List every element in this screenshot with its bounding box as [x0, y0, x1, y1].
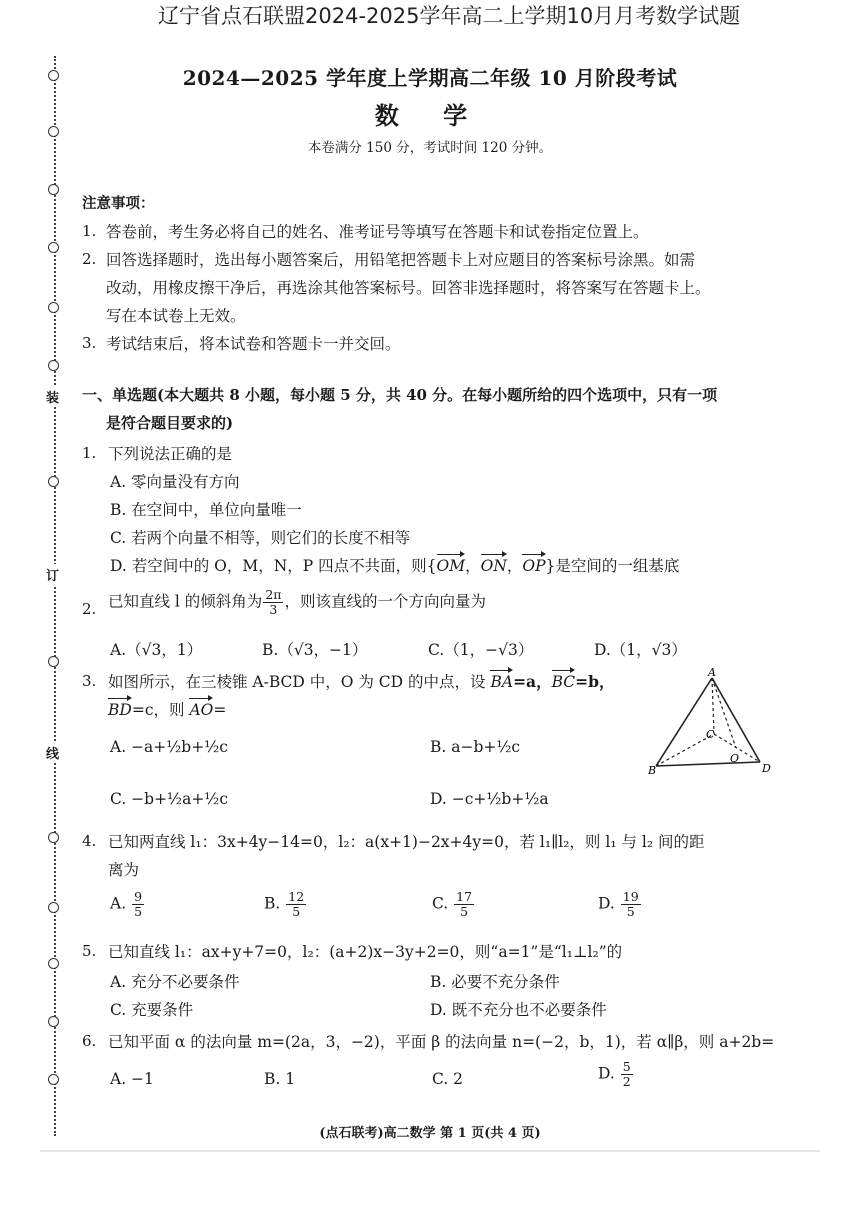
vector-ba: BA — [490, 673, 514, 691]
stem-text: = — [213, 701, 227, 719]
option-a: A. 充分不必要条件 — [110, 973, 240, 991]
binding-hole-icon — [48, 958, 59, 969]
binding-hole-icon — [48, 242, 59, 253]
option-b: B. 1 — [264, 1070, 296, 1088]
subject-title: 数 学 — [374, 101, 486, 130]
denominator: 5 — [134, 904, 143, 919]
denominator: 5 — [626, 904, 635, 919]
binding-word-xian: 线 — [46, 742, 59, 763]
label-a: A — [708, 668, 716, 679]
numerator: 5 — [622, 1059, 631, 1074]
edge-ad — [712, 678, 760, 762]
notice-number: 1. — [82, 222, 97, 240]
denominator: 5 — [292, 904, 301, 919]
score-note: 本卷满分 150 分，考试时间 120 分钟。 — [307, 140, 553, 156]
edge-bd — [656, 762, 760, 766]
notice-title: 注意事项： — [82, 195, 155, 212]
option-b — [264, 890, 307, 919]
binding-hole-icon — [48, 902, 59, 913]
numerator: 12 — [288, 889, 305, 904]
option-a — [110, 890, 145, 919]
option-b: B. 必要不充分条件 — [430, 973, 560, 991]
option-label: B. — [264, 894, 281, 913]
option-d-suffix: }是空间的一组基底 — [545, 557, 680, 575]
page-footer: (点石联考)高二数学 第 1 页(共 4 页) — [319, 1126, 541, 1141]
option-label: A. — [110, 894, 127, 913]
vector-ao: AO — [189, 701, 214, 719]
question-stem-cont — [108, 698, 226, 720]
tetrahedron-figure — [648, 668, 778, 778]
option-c: C. 2 — [432, 1070, 464, 1088]
option-label: D. — [598, 894, 615, 913]
binding-hole-icon — [48, 184, 59, 195]
fraction — [263, 588, 283, 617]
notice-number: 2. — [82, 250, 97, 268]
option-b: B. 在空间中，单位向量唯一 — [110, 501, 302, 519]
binding-hole-icon — [48, 832, 59, 843]
section-title: 一、单选题(本大题共 8 小题，每小题 5 分，共 40 分。在每小题所给的四个选项中，只有一项 — [82, 386, 718, 404]
notice-number: 3. — [82, 334, 97, 352]
binding-hole-icon — [48, 1016, 59, 1027]
notice-item-cont: 写在本试卷上无效。 — [106, 307, 246, 325]
option-label: C. — [432, 894, 449, 913]
stem-text: 已知直线 l 的倾斜角为 — [108, 592, 263, 611]
question-stem: 下列说法正确的是 — [108, 445, 233, 463]
vector-op: OP — [522, 557, 546, 575]
question-number: 3. — [82, 672, 97, 690]
option-c — [432, 890, 475, 919]
binding-dotted-line — [54, 56, 56, 1136]
option-a: A. −a+½b+½c — [110, 738, 228, 756]
section-title-cont: 是符合题目要求的) — [106, 414, 234, 432]
vector-bd: BD — [108, 701, 132, 719]
fraction — [621, 1060, 633, 1089]
option-d: D. 既不充分也不必要条件 — [430, 1001, 607, 1019]
exam-title: 2024—2025 学年度上学期高二年级 10 月阶段考试 — [182, 66, 678, 90]
option-d-prefix: D. 若空间中的 O，M，N，P 四点不共面，则{ — [110, 557, 437, 575]
option-c: C. 若两个向量不相等，则它们的长度不相等 — [110, 529, 411, 547]
fraction — [132, 890, 144, 919]
denominator: 2 — [622, 1074, 631, 1089]
vector-bc: BC — [551, 673, 576, 691]
vector-om: OM — [436, 557, 466, 575]
option-b: B. a−b+½c — [430, 738, 521, 756]
question-stem-cont: 离为 — [108, 861, 140, 879]
document-title: 辽宁省点石联盟2024-2025学年高二上学期10月月考数学试题 — [158, 4, 741, 28]
option-a: A. 零向量没有方向 — [110, 473, 240, 491]
binding-hole-icon — [48, 656, 59, 667]
notice-item-cont: 改动，用橡皮擦干净后，再选涂其他答案标号。回答非选择题时，将答案写在答题卡上。 — [106, 279, 711, 297]
option-d: D.（1，√3） — [594, 641, 687, 659]
label-d: D — [762, 762, 771, 775]
binding-hole-icon — [48, 476, 59, 487]
binding-word-zhuang: 装 — [46, 386, 59, 407]
binding-hole-icon — [48, 360, 59, 371]
question-number: 2. — [82, 600, 97, 618]
question-stem: 已知两直线 l₁：3x+4y−14=0，l₂：a(x+1)−2x+4y=0，若 l₁∥l₂，则 l₁ 与 l₂ 间的距 — [108, 833, 705, 851]
option-d — [598, 1060, 634, 1089]
stem-text: =b， — [575, 672, 615, 691]
edge-ab — [656, 678, 712, 766]
question-number: 1. — [82, 444, 97, 462]
question-stem: 已知直线 l₁：ax+y+7=0，l₂：(a+2)x−3y+2=0，则“a=1”是“l₁⊥l₂”的 — [108, 943, 623, 961]
question-stem: 已知平面 α 的法向量 m=(2a，3，−2)，平面 β 的法向量 n=(−2，b，1)，若 α∥β，则 a+2b= — [108, 1033, 775, 1051]
option-d: D. 若空间中的 O，M，N，P 四点不共面，则{OM，ON，OP}是空间的一组基底 — [110, 557, 680, 575]
fraction — [454, 890, 474, 919]
numerator: 19 — [622, 889, 639, 904]
edge-ac — [712, 678, 714, 734]
stem-text: ，则该直线的一个方向向量为 — [284, 592, 486, 611]
notice-item: 考试结束后，将本试卷和答题卡一并交回。 — [106, 335, 401, 353]
option-b: B.（√3，−1） — [262, 641, 368, 659]
question-number: 5. — [82, 942, 97, 960]
option-c: C. −b+½a+½c — [110, 790, 229, 808]
question-number: 4. — [82, 832, 97, 850]
binding-hole-icon — [48, 1074, 59, 1085]
question-stem — [108, 588, 486, 617]
label-o: O — [730, 752, 740, 765]
question-number: 6. — [82, 1032, 97, 1050]
notice-item: 回答选择题时，选出每小题答案后，用铅笔把答题卡上对应题目的答案标号涂黑。如需 — [106, 251, 696, 269]
notice-item: 答卷前，考生务必将自己的姓名、准考证号等填写在答题卡和试卷指定位置上。 — [106, 223, 649, 241]
label-c: C — [706, 728, 715, 741]
stem-text: 如图所示，在三棱锥 A-BCD 中，O 为 CD 的中点，设 — [108, 673, 486, 691]
numerator: 9 — [134, 889, 143, 904]
fraction — [621, 890, 641, 919]
vector-on: ON — [480, 557, 507, 575]
binding-hole-icon — [48, 302, 59, 313]
binding-word-ding: 订 — [46, 564, 59, 585]
numerator: 2π — [265, 587, 282, 602]
denominator: 5 — [460, 904, 469, 919]
option-c: C.（1，−√3） — [428, 641, 534, 659]
option-c: C. 充要条件 — [110, 1001, 194, 1019]
stem-text: =a， — [513, 672, 552, 691]
stem-text: =c，则 — [131, 701, 185, 719]
option-d: D. −c+½b+½a — [430, 790, 549, 808]
numerator: 17 — [456, 889, 473, 904]
option-d — [598, 890, 642, 919]
label-b: B — [648, 764, 657, 777]
fraction — [286, 890, 306, 919]
denominator: 3 — [269, 602, 278, 617]
option-a: A. −1 — [110, 1070, 154, 1088]
option-label: D. — [598, 1064, 615, 1083]
exam-page — [40, 52, 820, 1152]
option-a: A.（√3，1） — [110, 641, 203, 659]
question-stem — [108, 670, 614, 692]
